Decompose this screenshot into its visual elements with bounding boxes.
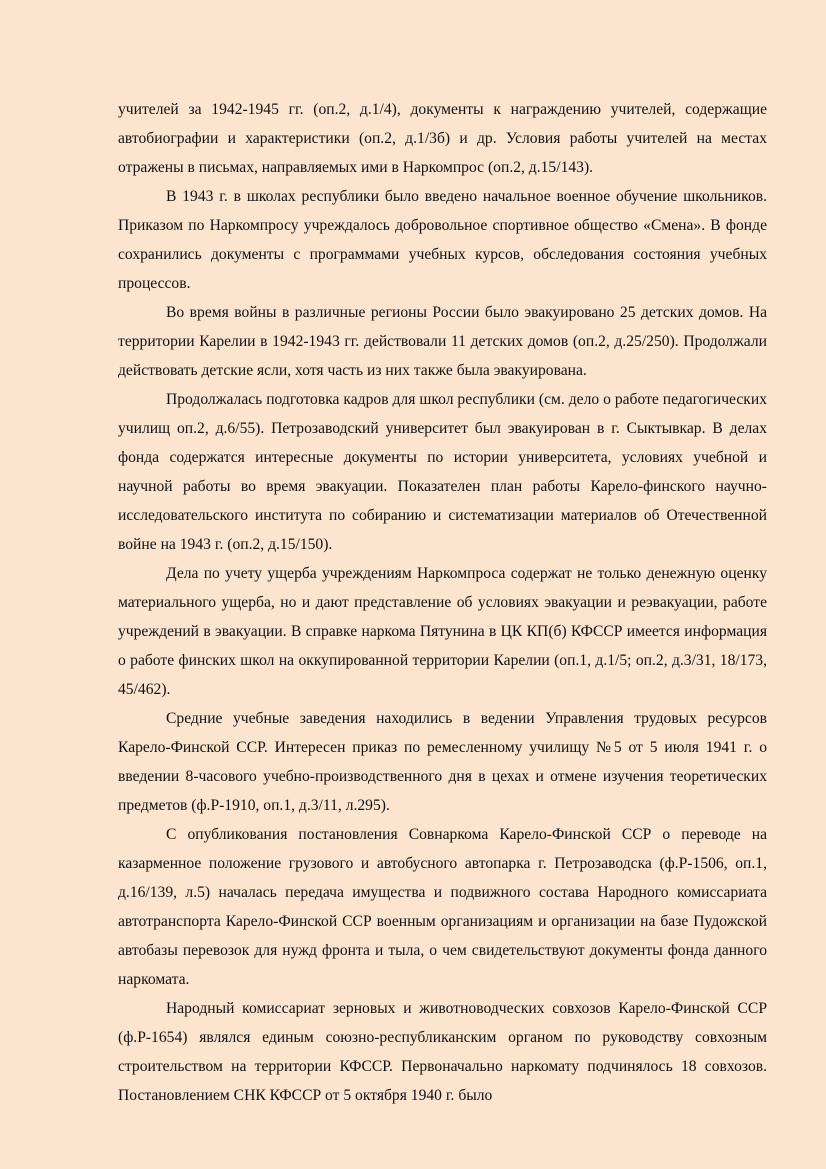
paragraph-military-training: В 1943 г. в школах республики было введено начальное военное обучение школьников. Приказом по Наркомпросу учреждалось добровольное спортивное общество «Смена». В фонде сохранились документы с программами учебных курсов, обследования состояния учебных процессов. [118,188,767,292]
document-page [118,95,767,1110]
paragraph-motor-transport: С опубликования постановления Совнаркома Карело-Финской ССР о переводе на казарменное положение грузового и автобусного автопарка г. Петрозаводска (ф.Р-1506, оп.1, д.16/139, л.5) началась передача имущества и подвижного состава Народного комиссариата автотранспорта Карело-Финской ССР военным организациям и организации на базе Пудожской автобазы перевозок для нужд фронта и тыла, о чем свидетельствуют документы фонда данного наркомата. [118,826,767,988]
paragraph-teachers-documents: учителей за 1942-1945 гг. (оп.2, д.1/4), документы к награждению учителей, содержащие автобиографии и характеристики (оп.2, д.1/3б) и др. Условия работы учителей на местах отражены в письмах, направляемых ими в Наркомпрос (оп.2, д.15/143). [118,101,767,176]
paragraph-damage-records: Дела по учету ущерба учреждениям Наркомпроса содержат не только денежную оценку материального ущерба, но и дают представление об условиях эвакуации и реэвакуации, работе учреждений в эвакуации. В справке наркома Пятунина в ЦК КП(б) КФССР имеется информация о работе финских школ на оккупированной территории Карелии (оп.1, д.1/5; оп.2, д.3/31, 18/173, 45/462). [118,565,767,698]
paragraph-staff-training: Продолжалась подготовка кадров для школ республики (см. дело о работе педагогических училищ оп.2, д.6/55). Петрозаводский университет был эвакуирован в г. Сыктывкар. В делах фонда содержатся интересные документы по истории университета, условиях учебной и научной работы во время эвакуации. Показателен план работы Карело-финского научно-исследовательского института по собиранию и систематизации материалов об Отечественной войне на 1943 г. (оп.2, д.15/150). [118,391,767,553]
paragraph-childrens-homes: Во время войны в различные регионы России было эвакуировано 25 детских домов. На территории Карелии в 1942-1943 гг. действовали 11 детских домов (оп.2, д.25/250). Продолжали действовать детские ясли, хотя часть из них также была эвакуирована. [118,304,767,379]
paragraph-state-farms: Народный комиссариат зерновых и животноводческих совхозов Карело-Финской ССР (ф.Р-1654) являлся единым союзно-республиканским органом по руководству совхозным строительством на территории КФССР. Первоначально наркомату подчинялось 18 совхозов. Постановлением СНК КФССР от 5 октября 1940 г. было [118,1000,767,1104]
paragraph-secondary-schools: Средние учебные заведения находились в ведении Управления трудовых ресурсов Карело-Финской ССР. Интересен приказ по ремесленному училищу №5 от 5 июля 1941 г. о введении 8-часового учебно-производственного дня в цехах и отмене изучения теоретических предметов (ф.Р-1910, оп.1, д.3/11, л.295). [118,710,767,814]
